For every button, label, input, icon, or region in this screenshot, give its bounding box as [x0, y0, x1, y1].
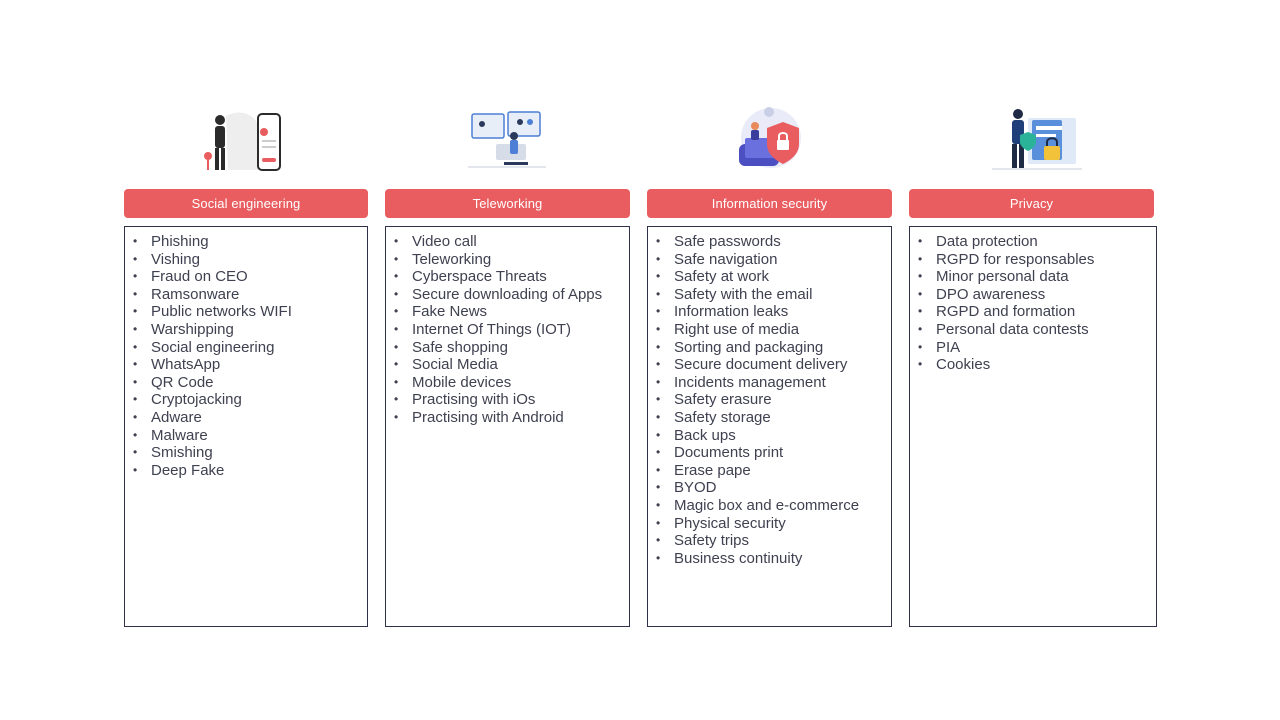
- list-item: • Back ups: [648, 427, 891, 445]
- list-item: • Fraud on CEO: [125, 268, 367, 286]
- list-item: • Cyberspace Threats: [386, 268, 629, 286]
- topic-list: [125, 227, 367, 479]
- list-item: • Safe shopping: [386, 339, 629, 357]
- list-item: • Safety trips: [648, 532, 891, 550]
- list-item: • Information leaks: [648, 303, 891, 321]
- list-item: • Adware: [125, 409, 367, 427]
- hacker-phishing-icon: [200, 104, 290, 174]
- list-item: • QR Code: [125, 374, 367, 392]
- list-item: • Incidents management: [648, 374, 891, 392]
- list-item: • Deep Fake: [125, 462, 367, 480]
- list-item: • Cookies: [910, 356, 1156, 374]
- privacy-guard-icon: [992, 104, 1084, 174]
- list-item: • Mobile devices: [386, 374, 629, 392]
- list-item: • Malware: [125, 427, 367, 445]
- list-item: • Physical security: [648, 515, 891, 533]
- topic-list: [386, 227, 629, 427]
- list-item: • RGPD for responsables: [910, 251, 1156, 269]
- shield-lock-icon: [733, 104, 807, 174]
- header-social-engineering: Social engineering: [124, 189, 368, 218]
- list-item: • Documents print: [648, 444, 891, 462]
- header-teleworking: Teleworking: [385, 189, 630, 218]
- header-privacy: Privacy: [909, 189, 1154, 218]
- list-item: • Data protection: [910, 233, 1156, 251]
- list-item: • BYOD: [648, 479, 891, 497]
- list-item: • Business continuity: [648, 550, 891, 568]
- list-item: • Warshipping: [125, 321, 367, 339]
- list-item: • Smishing: [125, 444, 367, 462]
- list-item: • Safety erasure: [648, 391, 891, 409]
- list-item: • PIA: [910, 339, 1156, 357]
- list-item: • Safety at work: [648, 268, 891, 286]
- list-item: • Secure document delivery: [648, 356, 891, 374]
- list-item: • Personal data contests: [910, 321, 1156, 339]
- list-item: • Safety with the email: [648, 286, 891, 304]
- list-item: • Erase pape: [648, 462, 891, 480]
- topic-list-box: [124, 226, 368, 627]
- list-item: • Sorting and packaging: [648, 339, 891, 357]
- topic-list: [910, 227, 1156, 374]
- list-item: • Magic box and e-commerce: [648, 497, 891, 515]
- list-item: • Fake News: [386, 303, 629, 321]
- list-item: • Social engineering: [125, 339, 367, 357]
- list-item: • Video call: [386, 233, 629, 251]
- list-item: • Internet Of Things (IOT): [386, 321, 629, 339]
- topic-list-box: [647, 226, 892, 627]
- list-item: • Minor personal data: [910, 268, 1156, 286]
- list-item: • Cryptojacking: [125, 391, 367, 409]
- list-item: • Practising with Android: [386, 409, 629, 427]
- list-item: • Social Media: [386, 356, 629, 374]
- list-item: • Right use of media: [648, 321, 891, 339]
- video-call-icon: [468, 104, 548, 174]
- list-item: • Safety storage: [648, 409, 891, 427]
- list-item: • WhatsApp: [125, 356, 367, 374]
- topic-list-box: [385, 226, 630, 627]
- topic-list-box: [909, 226, 1157, 627]
- list-item: • Practising with iOs: [386, 391, 629, 409]
- list-item: • Public networks WIFI: [125, 303, 367, 321]
- list-item: • DPO awareness: [910, 286, 1156, 304]
- header-information-security: Information security: [647, 189, 892, 218]
- list-item: • Safe navigation: [648, 251, 891, 269]
- list-item: • Phishing: [125, 233, 367, 251]
- list-item: • Vishing: [125, 251, 367, 269]
- list-item: • RGPD and formation: [910, 303, 1156, 321]
- list-item: • Ramsonware: [125, 286, 367, 304]
- list-item: • Teleworking: [386, 251, 629, 269]
- topic-list: [648, 227, 891, 567]
- list-item: • Safe passwords: [648, 233, 891, 251]
- list-item: • Secure downloading of Apps: [386, 286, 629, 304]
